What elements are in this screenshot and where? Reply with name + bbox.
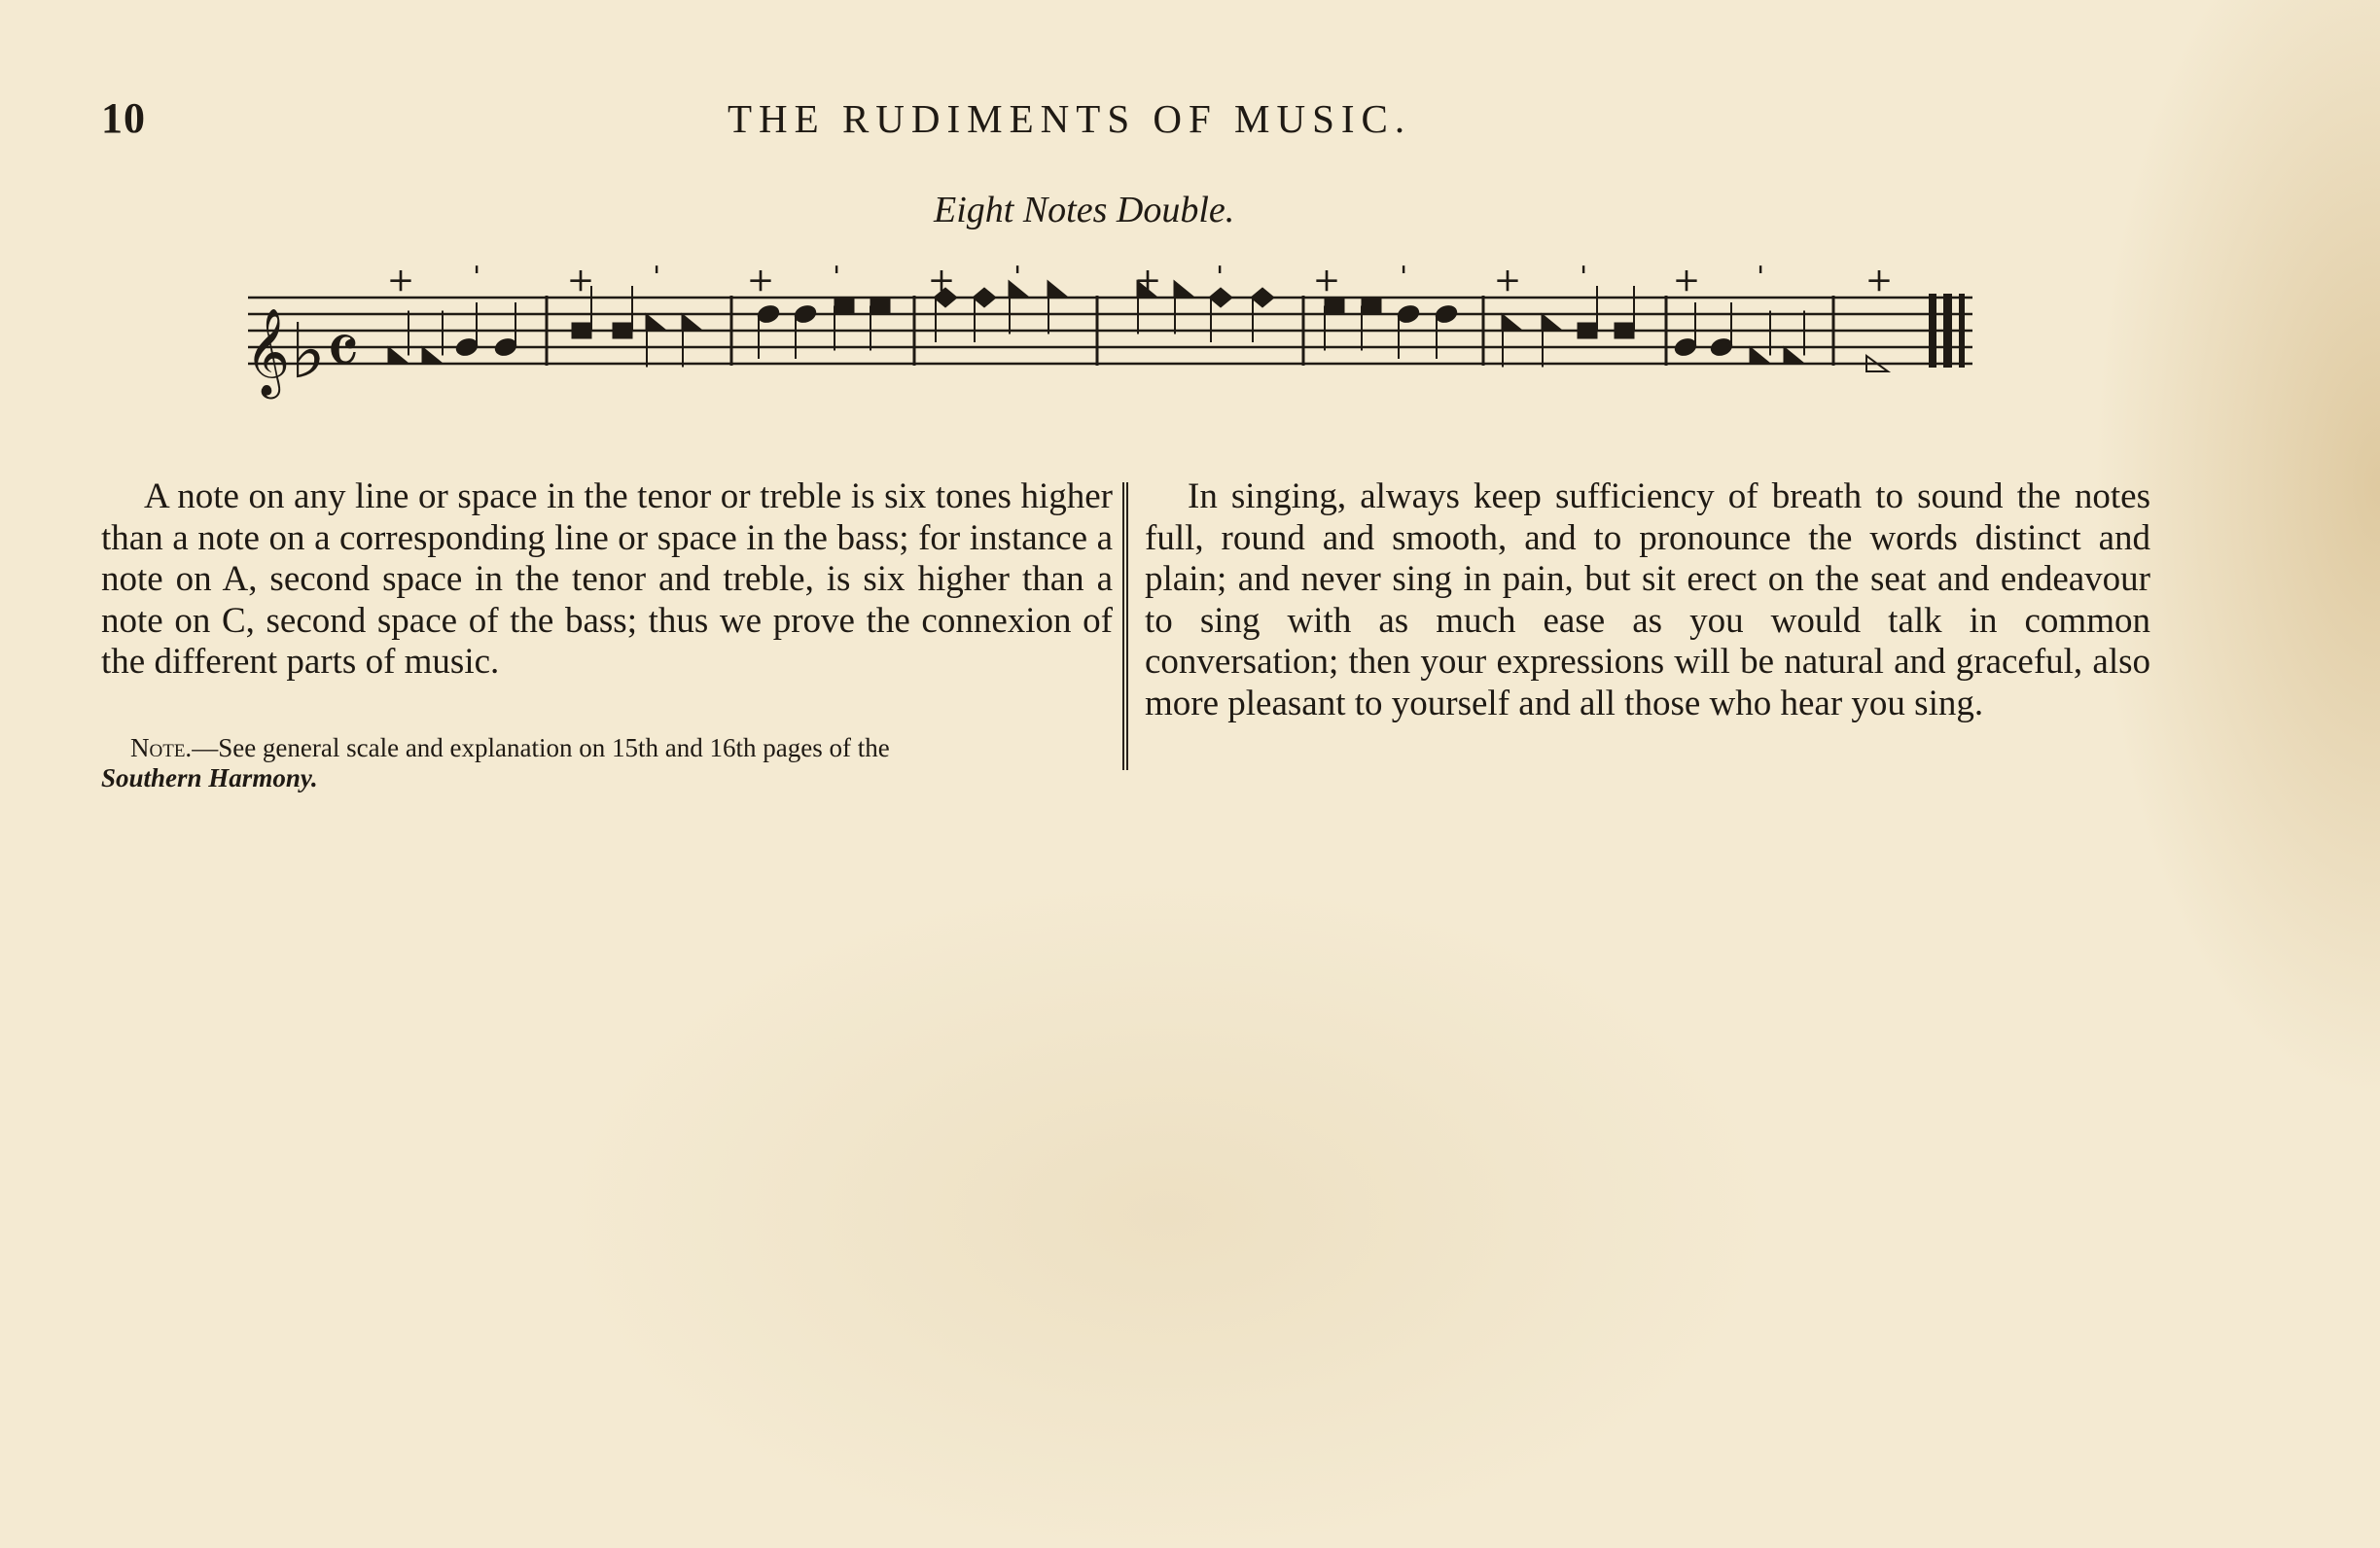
fa-note [388, 347, 409, 365]
mi-note [1251, 288, 1274, 307]
fa-note [1174, 281, 1195, 299]
count-mark-plus: + [1672, 261, 1701, 299]
page-number: 10 [101, 94, 146, 142]
footnote [101, 733, 1113, 793]
count-mark-plus: + [386, 261, 415, 299]
fa-note [646, 314, 667, 332]
left-column [101, 476, 1113, 684]
fa-note [1750, 347, 1771, 365]
column-divider [1122, 482, 1128, 770]
la-note [1362, 299, 1381, 314]
la-note [1578, 323, 1597, 338]
fa-note [1784, 347, 1805, 365]
la-note [1325, 299, 1344, 314]
la-note [835, 299, 854, 314]
note-body: —See general scale and explanation on 15th and 16th pages of the [192, 733, 890, 762]
note-reference: Southern Harmony. [101, 763, 318, 792]
treble-clef-flat-common-time: 𝄞♭𝄴 [245, 308, 360, 396]
running-title: THE RUDIMENTS OF MUSIC. [728, 96, 1412, 141]
count-mark-plus: + [1493, 261, 1522, 299]
count-mark-plus: + [1133, 261, 1162, 299]
count-mark-plus: + [1312, 261, 1341, 299]
la-note [572, 323, 591, 338]
left-paragraph: A note on any line or space in the tenor or treble is six tones higher than a note on a corresponding line or space in the bass; for instance a note on A, second space in the tenor and treble, is six higher than a note on C, second space of the bass; thus we prove the connexion of the different parts of music. [101, 476, 1113, 682]
count-mark-beat: ˈ [1756, 261, 1765, 299]
count-mark-beat: ˈ [1215, 261, 1225, 299]
count-mark-beat: ˈ [1012, 261, 1022, 299]
mi-note [973, 288, 996, 307]
barline-thin [1959, 294, 1965, 368]
fa-note [1502, 314, 1523, 332]
barline-thick [1929, 294, 1936, 368]
fa-note [1542, 314, 1563, 332]
count-mark-plus: + [927, 261, 956, 299]
count-mark-beat: ˈ [652, 261, 661, 299]
right-column [1145, 476, 2150, 724]
barline-thick [1943, 294, 1952, 368]
count-mark-plus: + [746, 261, 775, 299]
la-note [613, 323, 632, 338]
count-mark-plus: + [566, 261, 595, 299]
la-note [1615, 323, 1634, 338]
count-mark-beat: ˈ [472, 261, 481, 299]
note-lead: Note. [130, 733, 193, 762]
section-title: Eight Notes Double. [934, 190, 1235, 230]
fa-note [422, 347, 444, 365]
count-mark-beat: ˈ [1579, 261, 1588, 299]
count-mark-beat: ˈ [832, 261, 841, 299]
count-mark-beat: ˈ [1399, 261, 1408, 299]
fa-note [682, 314, 703, 332]
right-paragraph: In singing, always keep sufficiency of breath to sound the notes full, round and smooth, and to pronounce the words distinct and plain; and never sing in pain, but sit erect on the seat and endeavour to sing with as much ease as you would talk in common conversation; then your expressions will be natural and graceful, also more pleasant to yourself and all those who hear you sing. [1145, 476, 2150, 723]
la-note [870, 299, 890, 314]
count-marks [387, 261, 1894, 299]
fa-note [1048, 281, 1069, 299]
count-mark-plus: + [1865, 261, 1894, 299]
final-double-barline [1929, 294, 1965, 368]
music-staff [0, 0, 2380, 447]
